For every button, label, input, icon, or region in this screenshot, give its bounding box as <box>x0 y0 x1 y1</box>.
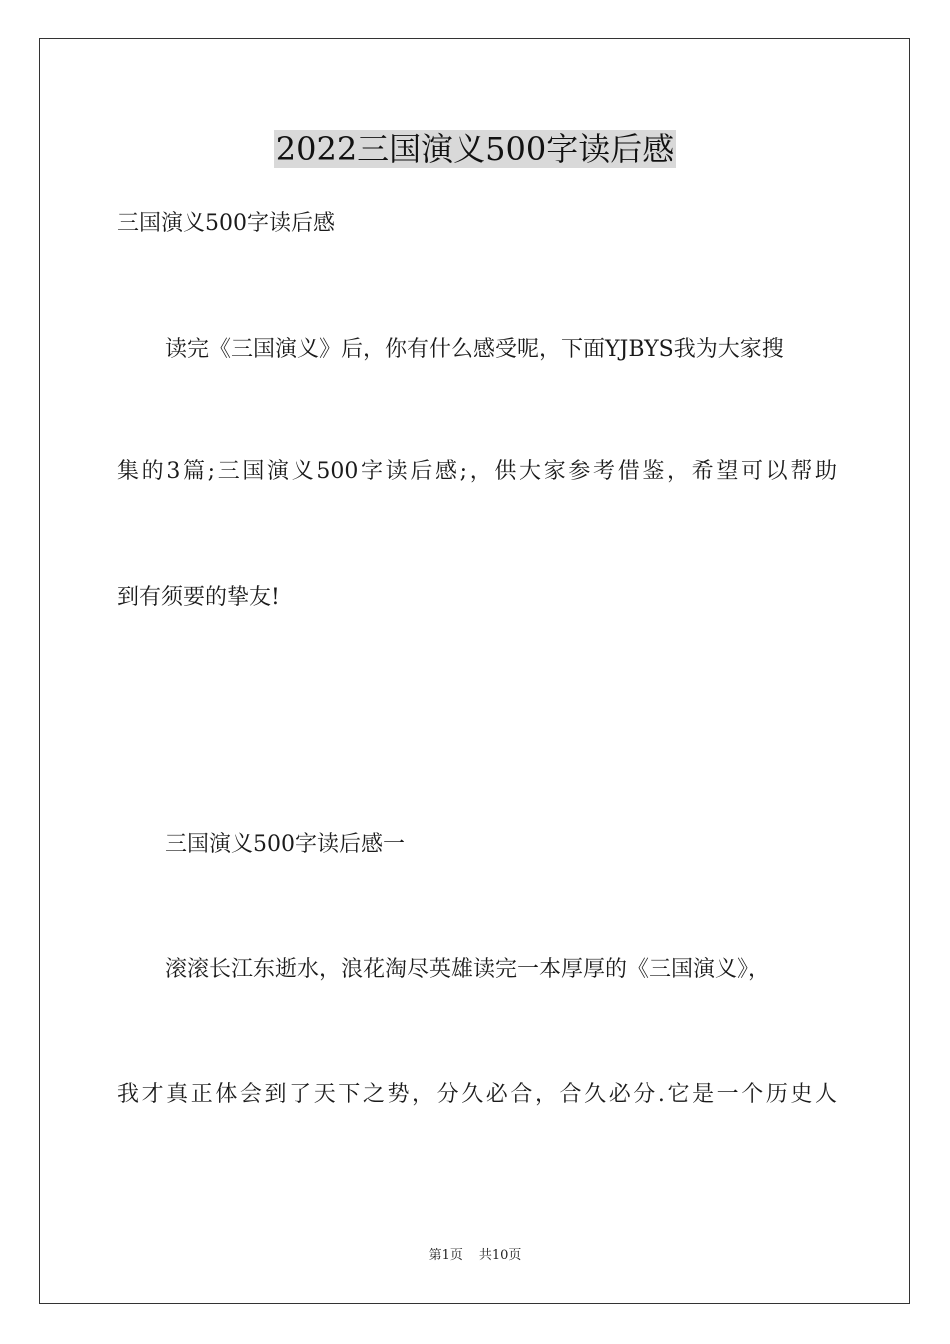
section-heading: 三国演义500字读后感一 <box>165 832 405 857</box>
paragraph-line-3: 到有须要的挚友! <box>117 585 280 610</box>
paragraph-line-2: 集的3篇;三国演义500字读后感;，供大家参考借鉴，希望可以帮助 <box>117 459 837 484</box>
page-footer <box>0 1247 950 1265</box>
paragraph-line-5: 我才真正体会到了天下之势，分久必合，合久必分.它是一个历史人 <box>117 1082 837 1107</box>
paragraph-line-1: 读完《三国演义》后，你有什么感受呢，下面YJBYS我为大家搜 <box>165 337 784 362</box>
footer-total-pages: 共10页 <box>478 1248 522 1263</box>
document-title-text: 2022三国演义500字读后感 <box>275 130 675 168</box>
document-title <box>0 127 950 171</box>
footer-page-number: 第1页 <box>428 1248 463 1263</box>
subtitle-line: 三国演义500字读后感 <box>117 211 335 236</box>
paragraph-line-4: 滚滚长江东逝水，浪花淘尽英雄读完一本厚厚的《三国演义》， <box>165 957 771 982</box>
